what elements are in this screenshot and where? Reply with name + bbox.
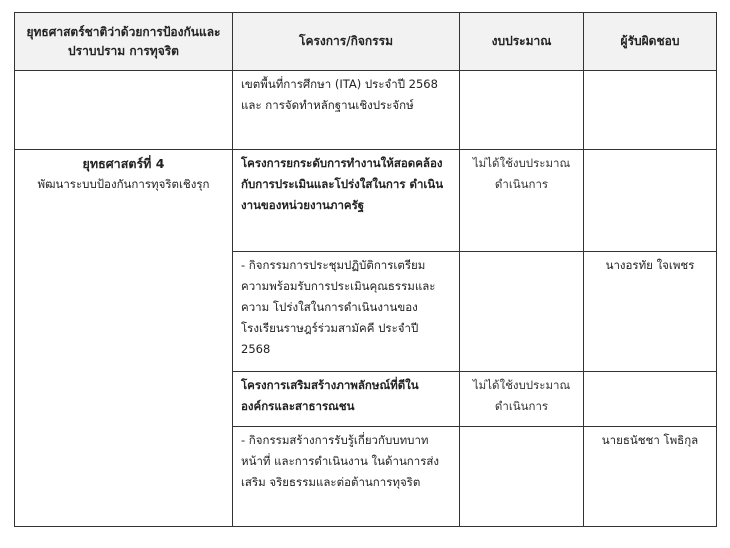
strategy-title: ยุทธศาสตร์ที่ 4 [82, 156, 165, 171]
strategy-cell [15, 150, 233, 527]
header-responsible: ผู้รับผิดชอบ [584, 13, 717, 71]
strategy-subtitle: พัฒนาระบบป้องกันการทุจริตเชิงรุก [37, 177, 210, 191]
budget-cell [460, 71, 584, 150]
budget-cell: ไม่ได้ใช้งบประมาณดำเนินการ [460, 372, 584, 427]
table-header-row [15, 13, 717, 71]
responsible-cell [584, 71, 717, 150]
strategy-table [14, 12, 717, 527]
responsible-cell: นางอรทัย ใจเพชร [584, 252, 717, 372]
header-budget: งบประมาณ [460, 13, 584, 71]
activity-cell: - กิจกรรมสร้างการรับรู้เกี่ยวกับบทบาทหน้าที่ และการดำเนินงาน ในด้านการส่งเสริม จริยธรรมและต่อต้านการทุจริต [233, 427, 460, 527]
budget-cell: ไม่ได้ใช้งบประมาณดำเนินการ [460, 150, 584, 252]
budget-cell [460, 252, 584, 372]
activity-cell: - กิจกรรมการประชุมปฏิบัติการเตรียมความพร้อมรับการประเมินคุณธรรมและความ โปร่งใสในการดำเนินงานของโรงเรียนราษฎร์ร่วมสามัคคี ประจำปี 2568 [233, 252, 460, 372]
table-row [15, 150, 717, 252]
budget-cell [460, 427, 584, 527]
project-cell: โครงการเสริมสร้างภาพลักษณ์ที่ดีในองค์กรและสาธารณชน [233, 372, 460, 427]
activity-cell: เขตพื้นที่การศึกษา (ITA) ประจำปี 2568 และ การจัดทำหลักฐานเชิงประจักษ์ [233, 71, 460, 150]
header-project: โครงการ/กิจกรรม [233, 13, 460, 71]
responsible-cell: นายธนัชชา โพธิกุล [584, 427, 717, 527]
table-row [15, 71, 717, 150]
header-strategy: ยุทธศาสตร์ชาติว่าด้วยการป้องกันและปราบปราม การทุจริต [15, 13, 233, 71]
project-cell: โครงการยกระดับการทำงานให้สอดคล้องกับการประเมินและโปร่งใสในการ ดำเนินงานของหน่วยงานภาครัฐ [233, 150, 460, 252]
responsible-cell [584, 150, 717, 252]
responsible-cell [584, 372, 717, 427]
strategy-cell [15, 71, 233, 150]
